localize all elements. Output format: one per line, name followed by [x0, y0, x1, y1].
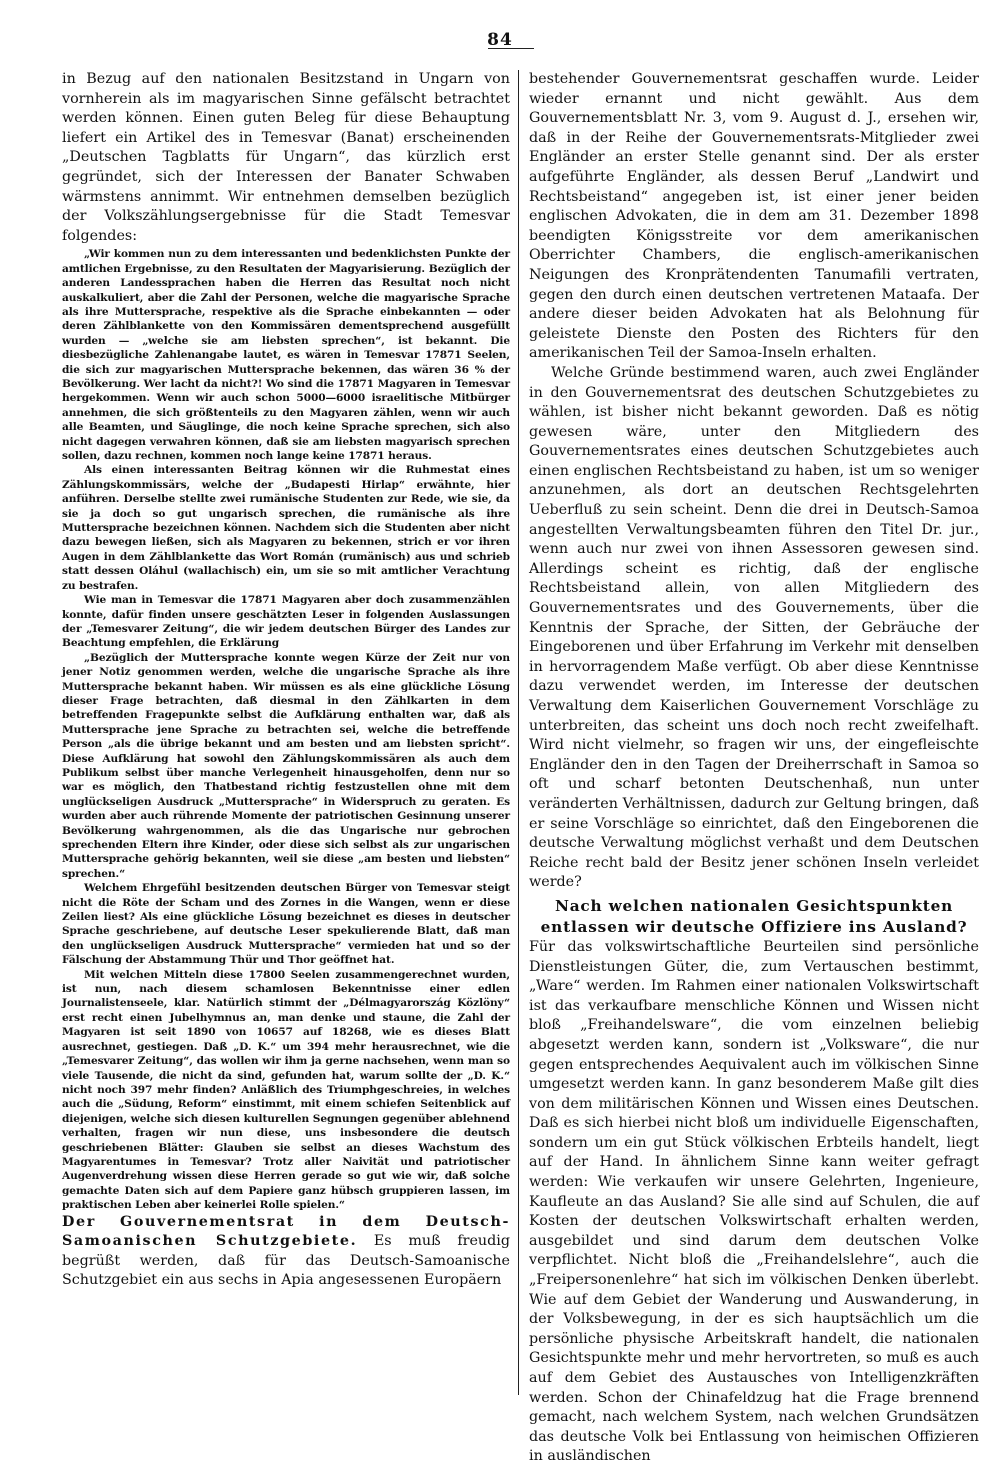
- intro-paragraph: in Bezug auf den nationalen Besitzstand in Ungarn von vornherein als im magyarischen Sinne gefälscht betrachtet werden können. Einen guten Beleg für diese Behauptung liefert ein Artikel des in Temesvar (Banat) erscheinenden „Deutschen Tagblatts für Ungarn“, das kürzlich erst gegründet, sich der Interessen der Banater Schwaben wärmstens annimmt. Wir entnehmen demselben bezüglich der Volkszählungsergebnisse für die Stadt Temesvar folgendes:: [62, 71, 510, 244]
- officers-article-text: Für das volkswirtschaftliche Beurteilen sind persönliche Dienstleistungen Güter, die, zum Vertauschen bestimmt, „Ware“ werden. Im Rahmen einer nationalen Volkswirtschaft ist das verkaufbare menschliche Können und Wissen nicht bloß „Freihandelsware“, die vom einzelnen beliebig abgesetzt werden kann, sondern ist „Volksware“, die nur gegen entsprechendes Aequivalent auch im völkischen Sinne umgesetzt werden kann. In ganz besonderem Maße gilt dies von dem militärischen Können und Wissen eines Deutschen. Daß es sich hierbei nicht bloß um individuelle Eigenschaften, sondern um ein gut Stück völkischen Erbteils handelt, liegt auf der Hand. In ähnlichem Sinne kann weiter gefragt werden: Wie verkaufen wir unsere Gelehrten, Ingenieure, Kaufleute an das Ausland? Sie alle sind auf Schulen, die auf Kosten der deutschen Volkswirtschaft erhalten werden, ausgebildet und sind darum dem deutschen Volke verpflichtet. Nicht bloß die „Freihandelslehre“, auch die „Freipersonenlehre“ hat sich im völkischen Denken überlebt. Wie auf dem Gebiet der Wanderung und Auswanderung, in der Volksbewegung, in der es sich hauptsächlich um die persönliche physische Arbeitskraft handelt, die nationalen Gesichtspunkte mehr und mehr hervortreten, so muß es auch auf dem Gebiet des Austausches von Intelligenzkräften werden. Schon der Chinafeldzug hat die Frage brennend gemacht, nach welchem System, nach welchen Grundsätzen das deutsche Volk bei Entlassung von heimischen Offizieren in ausländischen: [529, 938, 979, 1465]
- quote-paragraph: Wie man in Temesvar die 17871 Magyaren aber doch zusammenzählen konnte, dafür finden unsere geschätzten Leser in folgenden Auslassungen der „Temesvarer Zeitung“, die wir jedem deutschen Bürger des Landes zur Beachtung empfehlen, die Erklärung: [62, 594, 510, 650]
- article-text: Es muß freudig begrüßt werden, daß für das Deutsch-Samoanische Schutzgebiet ein aus sechs in Apia angesessenen Europäern: [62, 1233, 511, 1289]
- article-heading: Der Gouvernementsrat in dem Deutsch-Samoanischen Schutzgebiete.: [62, 1213, 510, 1250]
- right-column: [529, 70, 979, 1465]
- article-heading: Nach welchen nationalen Gesichtspunkten entlassen wir deutsche Offiziere ins Ausland?: [540, 896, 968, 936]
- samoa-article-continued: bestehender Gouvernementsrat geschaffen wurde. Leider wieder ernannt und nicht gewählt. Aus dem Gouvernementsblatt Nr. 3, vom 9. August d. J., ersehen wir, daß in der Reihe der Gouvernementsrats-Mitglieder zwei Engländer an erster Stelle genannt sind. Der als erster aufgeführte Engländer, als dessen Beruf „Landwirt und Rechtsbeistand“ angegeben ist, ist einer jener beiden englischen Advokaten, die in dem am 31. Dezember 1898 beendigten Königsstreite vor dem amerikanischen Oberrichter Chambers, die englisch-amerikanischen Neigungen des Kronprätendenten Tanumafili vertraten, gegen den durch einen deutschen vertretenen Mataafa. Der andere dieser beiden Advokaten hat als Belohnung für geleistete Dienste den Posten des Richters für den amerikanischen Teil der Samoa-Inseln erhalten.: [529, 71, 979, 362]
- page-number: 84: [487, 30, 513, 50]
- quote-paragraph: „Wir kommen nun zu dem interessanten und bedenklichsten Punkte der amtlichen Ergebnisse, zu den Resultaten der Magyarisierung. Bezüglich der anderen Landessprachen haben die Herren das Resultat noch nicht auskalkuliert, aber die Zahl der Personen, welche die magyarische Sprache als ihre Muttersprache, respektive als die Sprache einbekannten — oder deren Zählblankette von den Kommissären dementsprechend ausgefüllt wurden — „welche sie am liebsten sprechen“, ist bekannt. Die diesbezügliche Zahlenangabe lautet, es wären in Temesvar 17871 Seelen, die sich zur magyarischen Muttersprache bekennen, das wären 36 % der Bevölkerung. Wer lacht da nicht?! Wo sind die 17871 Magyaren in Temesvar hergekommen. Wenn wir auch schon 5000—6000 israelitische Mitbürger annehmen, die sich größtenteils zu den Magyaren zählen, wenn wir auch alle Beamten, und Säuglinge, die noch keine Sprache sprechen, sich also nicht dagegen verwahren können, daß sie am liebsten magyarisch sprechen sollen, dazu rechnen, kommen noch lange keine 17871 heraus.: [62, 248, 510, 463]
- quote-paragraph: „Bezüglich der Muttersprache konnte wegen Kürze der Zeit nur von jener Notiz genommen werden, welche die ungarische Sprache als ihre Muttersprache bekannt haben. Wir müssen es als eine glückliche Lösung dieser Frage betrachten, daß diesmal in den Zählkarten in dem betreffenden Fragepunkte selbst die Aufklärung enthalten war, daß als Muttersprache jene Sprache zu betrachten sei, welche die betreffende Person „als die übrige bekannt und am besten und am liebsten spricht“. Diese Aufklärung hat sowohl den Zählungskommissären als auch dem Publikum selbst über manche Verlegenheit hinausgeholfen, denn nur so war es möglich, den Thatbestand richtig festzustellen ohne mit dem unglückseligen Ausdruck „Muttersprache“ in Widerspruch zu geraten. Es wurden aber auch rührende Momente der patriotischen Gesinnung unserer Bevölkerung wahrgenommen, als die das Ungarische nur gebrochen sprechenden Eltern ihre Kinder, oder diese sich selbst als zur ungarischen Muttersprache gehörig bekannten, weil sie diese „am besten und liebsten“ sprechen.“: [62, 651, 510, 880]
- column-divider: [518, 70, 519, 1395]
- page-number-underline: [488, 48, 534, 49]
- quote-paragraph: Welchem Ehrgefühl besitzenden deutschen Bürger von Temesvar steigt nicht die Röte der Scham und des Zornes in die Wangen, wenn er diese Zeilen liest? Als eine glückliche Lösung bezeichnet es dieses in deutscher Sprache geschriebene, auf deutsche Leser spekulierende Blatt, daß man den unglückseligen Ausdruck Muttersprache“ vermieden hat und so der Fälschung der Abstammung Thür und Thor geöffnet hat.: [62, 882, 510, 967]
- quote-paragraph: Als einen interessanten Beitrag können wir die Ruhmestat eines Zählungskommissärs, welche der „Budapesti Hirlap“ erwähnte, hier anführen. Derselbe stellte zwei rumänische Studenten zur Rede, wie sie, da sie ja doch so gut ungarisch sprechen, die rumänische als ihre Muttersprache bezeichnen können. Nachdem sich die Studenten aber nicht dazu bewegen ließen, sich als Magyaren zu bekennen, strich er vor ihren Augen in dem Zählblankette das Wort Román (rumänisch) aus und schrieb statt dessen Oláhul (wallachisch) ein, um sie so mit amtlicher Verachtung zu bestrafen.: [62, 464, 510, 592]
- samoa-article-paragraph: Welche Gründe bestimmend waren, auch zwei Engländer in den Gouvernementsrat des deutschen Schutzgebietes zu wählen, ist bisher nicht bekannt geworden. Daß es nötig gewesen wäre, unter den Mitgliedern des Gouvernementsrates eines deutschen Schutzgebietes auch einen englischen Rechtsbeistand zu haben, ist um so weniger anzunehmen, als dort an deutschen Rechtsgelehrten Ueberfluß zu sein scheint. Denn die drei in Deutsch-Samoa angestellten Verwaltungsbeamten führen den Titel Dr. jur., wenn auch nur zwei von ihnen Assessoren gewesen sind. Allerdings scheint es richtig, daß der englische Rechtsbeistand allein, von allen Mitgliedern des Gouvernementsrates und des Gouvernements, über die Kenntnis der Sprache, der Sitten, der Gebräuche der Eingeborenen und über Erfahrung im Verkehr mit denselben in hervorragendem Maße verfügt. Ob aber diese Kenntnisse dazu verwendet werden, im Interesse der deutschen Verwaltung dem Kaiserlichen Gouvernement Vorschläge zu unterbreiten, das scheint uns doch noch recht zweifelhaft. Wird nicht vielmehr, so fragen wir uns, der eingefleischte Engländer den in den Tagen der Dreiherrschaft in Samoa so oft und scharf betonten Deutschenhaß, nun unter veränderten Verhältnissen, dadurch zur Geltung bringen, daß er seine Vorschläge so einrichtet, daß den Eingeborenen die deutsche Verwaltung möglichst verhaßt und dem Deutschen Reiche recht bald der Besitz jener schönen Inseln verleidet werde?: [529, 364, 979, 891]
- quote-paragraph: Mit welchen Mitteln diese 17800 Seelen zusammengerechnet wurden, ist nun, nach diesem schamlosen Bekenntnisse einer edlen Journalistenseele, klar. Natürlich stimmt der „Délmagyarország Közlöny“ erst recht einen Jubelhymnus an, man denke und staune, die Zahl der Magyaren ist seit 1890 von 10657 auf 18268, wie es dieses Blatt ausrechnet, gestiegen. Daß „D. K.“ um 394 mehr herausrechnet, wie die „Temesvarer Zeitung“, das wollen wir ihm ja gerne nachsehen, wenn man so viele Tausende, die nicht da sind, gefunden hat, warum sollte der „D. K.“ nicht noch 397 mehr finden? Anläßlich des Triumphgeschreies, in welches auch die „Südung, Reform“ einstimmt, mit einem schiefen Seitenblick auf diejenigen, welche sich diesen kulturellen Segnungen gegenüber ablehnend verhalten, fragen wir nun diese, uns insbesondere die deutsch geschriebenen Blätter: Glauben sie selbst an dieses Wachstum des Magyarentumes in Temesvar? Trotz aller Naivität und patriotischer Augenverdrehung wissen diese Herren gerade so gut wie wir, daß solche gemachte Daten sich auf dem Papiere ganz hübsch gruppieren lassen, im praktischen Leben aber keinerlei Rolle spielen.“: [62, 968, 510, 1212]
- samoa-article-start: [62, 1213, 510, 1291]
- left-column: [62, 70, 510, 1395]
